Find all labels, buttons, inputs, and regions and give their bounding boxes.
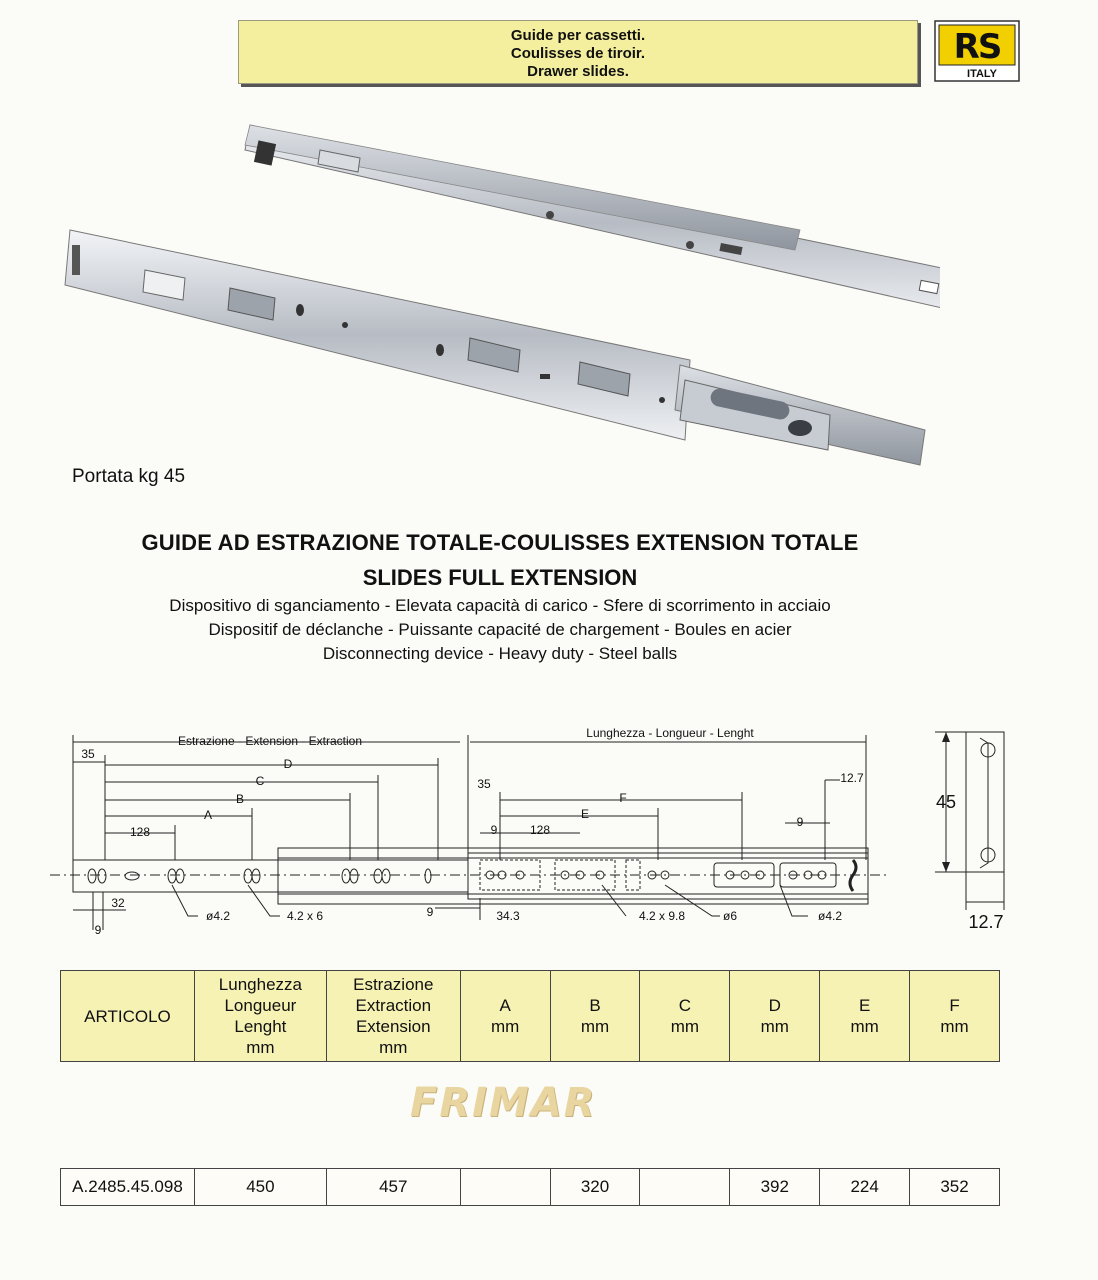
technical-drawing	[40, 720, 1040, 950]
dim-34-3: 34.3	[496, 909, 520, 923]
features-french: Dispositif de déclanche - Puissante capacité de chargement - Boules en acier	[208, 620, 792, 639]
extraction-dimension-label: Estrazione - Extension - Extraction	[177, 734, 363, 748]
dim-D: D	[283, 757, 293, 771]
header-line-fr: Coulisses de tiroir.	[510, 45, 646, 62]
hole-4-2x9-8: 4.2 x 9.8	[638, 909, 686, 923]
dim-35-right: 35	[477, 777, 491, 791]
header-extraction: Estrazione Extraction Extension mm	[326, 971, 460, 1062]
length-dimension-label: Lunghezza - Longueur - Lenght	[586, 726, 754, 740]
header-B: B mm	[550, 971, 640, 1062]
hole-d6: ø6	[722, 909, 738, 923]
section-width: 12.7	[968, 912, 1004, 932]
hole-d4-2-right: ø4.2	[817, 909, 843, 923]
dim-12-7-top: 12.7	[840, 771, 864, 785]
cell-A	[460, 1169, 550, 1206]
dim-F: F	[619, 791, 627, 805]
table-row	[61, 1169, 1000, 1206]
dim-9-b: 9	[796, 815, 804, 829]
header-C: C mm	[640, 971, 730, 1062]
hole-d4-2-left: ø4.2	[205, 909, 231, 923]
hole-4-2x6: 4.2 x 6	[286, 909, 324, 923]
product-title: GUIDE AD ESTRAZIONE TOTALE-COULISSES EXTENSION TOTALE	[141, 530, 859, 555]
header-E: E mm	[820, 971, 910, 1062]
dim-9-d: 9	[94, 923, 102, 937]
header-line-en: Drawer slides.	[527, 63, 629, 80]
dim-128-left: 128	[129, 825, 151, 839]
svg-text:ITALY: ITALY	[967, 68, 997, 80]
header-A: A mm	[460, 971, 550, 1062]
load-capacity: Portata kg 45	[72, 466, 186, 487]
cell-C	[640, 1169, 730, 1206]
dim-C: C	[255, 774, 265, 788]
cell-length: 450	[194, 1169, 326, 1206]
rs-italy-logo	[934, 20, 1020, 82]
dim-9-a: 9	[490, 823, 498, 837]
cell-D: 392	[730, 1169, 820, 1206]
frimar-watermark: FRIMAR	[410, 1080, 597, 1126]
dim-9-c: 9	[426, 905, 434, 919]
features-italian: Dispositivo di sganciamento - Elevata capacità di carico - Sfere di scorrimento in acciaio	[169, 596, 831, 615]
header-F: F mm	[910, 971, 1000, 1062]
cell-B: 320	[550, 1169, 640, 1206]
dim-B: B	[235, 792, 245, 806]
svg-text:RS: RS	[953, 27, 1001, 67]
header-length: Lunghezza Longueur Lenght mm	[194, 971, 326, 1062]
section-height: 45	[935, 792, 957, 812]
dim-E: E	[580, 807, 590, 821]
features-english: Disconnecting device - Heavy duty - Steel balls	[322, 644, 678, 663]
header-box	[238, 20, 918, 84]
header-D: D mm	[730, 971, 820, 1062]
cell-E: 224	[820, 1169, 910, 1206]
header-line-it: Guide per cassetti.	[510, 27, 646, 44]
dim-35-left: 35	[81, 747, 95, 761]
cell-article: A.2485.45.098	[61, 1169, 195, 1206]
cell-F: 352	[910, 1169, 1000, 1206]
cell-extraction: 457	[326, 1169, 460, 1206]
header-articolo: ARTICOLO	[61, 971, 195, 1062]
dim-128-right: 128	[529, 823, 551, 837]
drawer-slides-photo	[60, 110, 940, 480]
dim-A: A	[203, 808, 213, 822]
table-header-row	[61, 971, 1000, 1062]
dim-32: 32	[111, 896, 125, 910]
product-subtitle: SLIDES FULL EXTENSION	[362, 565, 638, 590]
